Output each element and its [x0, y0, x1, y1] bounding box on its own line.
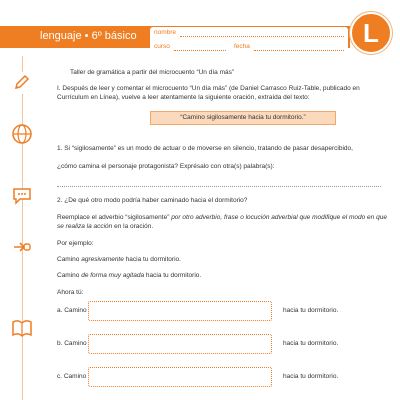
sidebar-divider — [22, 56, 23, 400]
page-header — [0, 0, 400, 56]
answer-c-suffix: hacia tu dormitorio. — [283, 373, 339, 380]
course-label: curso — [154, 43, 170, 50]
separator-dot: • — [84, 30, 89, 42]
instr-part-b: por otro adverbio, frase o locución adverbial que modifique el modo — [171, 214, 366, 221]
example-2-adverb: de forma muy agitada — [81, 272, 145, 279]
pencil-icon — [10, 71, 34, 95]
course-field[interactable] — [174, 50, 226, 51]
answer-c-prefix: c. Camino — [57, 373, 87, 380]
example-2-verb: Camino — [57, 272, 80, 279]
answer-b-prefix: b. Camino — [57, 340, 87, 347]
now-you-label: Ahora tú: — [57, 289, 84, 296]
answer-a-input[interactable] — [88, 301, 272, 321]
example-label: Por ejemplo: — [57, 240, 94, 247]
name-field[interactable] — [180, 36, 344, 37]
worksheet-title: Taller de gramática a partir del microcuento “Un día más” — [70, 69, 235, 76]
subject-grade — [40, 30, 137, 42]
answer-b-suffix: hacia tu dormitorio. — [283, 340, 339, 347]
date-field[interactable] — [254, 50, 344, 51]
instr-part-c: en que se realiza la acción — [57, 214, 387, 230]
answer-a-prefix: a. Camino — [57, 307, 87, 314]
book-icon — [10, 316, 34, 340]
q2-instructions — [57, 213, 387, 231]
badge-letter: L — [363, 18, 379, 48]
answer-b-input[interactable] — [88, 334, 272, 354]
q1-line2: ¿cómo camina el personaje protagonista? Exprésalo con otra(s) palabra(s): — [57, 163, 275, 170]
section1-intro: I. Después de leer y comentar el microcuento “Un día más” (de Daniel Carrasco Ruiz-Table, publicado en Currículum en Línea), vuelve a leer atentamente la siguiente oración, extraída del texto: — [57, 85, 360, 101]
speech-bubble-icon — [10, 184, 34, 208]
q1-answer-line[interactable] — [57, 186, 381, 187]
q2-question: 2. ¿De qué otro modo podría haber caminado hacia el dormitorio? — [57, 197, 248, 204]
example-1-verb: Camino — [57, 256, 80, 263]
example-1-adverb: agresivamente — [81, 256, 124, 263]
subject-badge — [350, 12, 392, 54]
sidebar — [0, 56, 38, 400]
student-info-fields — [150, 27, 348, 55]
quote-box: “Camino sigilosamente hacia tu dormitorio.” — [150, 111, 336, 125]
q1-line1: 1. Si “sigilosamente” es un modo de actuar o de moverse en silencio, tratando de pasar desapercibido, — [57, 145, 353, 152]
grade-label: 6º básico — [91, 30, 137, 42]
date-label: fecha — [234, 43, 250, 50]
example-2-rest: hacia tu dormitorio. — [145, 272, 202, 279]
subject-label: lenguaje — [40, 30, 82, 42]
name-label: nombre — [154, 29, 177, 36]
example-1-rest: hacia tu dormitorio. — [125, 256, 181, 263]
globe-icon — [10, 122, 34, 146]
example-1 — [57, 256, 181, 263]
pointing-hand-icon — [10, 235, 34, 259]
instr-part-a: Reemplace el adverbio “sigilosamente” — [57, 214, 170, 221]
answer-a-suffix: hacia tu dormitorio. — [283, 307, 339, 314]
answer-c-input[interactable] — [88, 367, 272, 387]
example-2 — [57, 272, 201, 279]
instr-part-d: en la oración. — [114, 223, 154, 230]
